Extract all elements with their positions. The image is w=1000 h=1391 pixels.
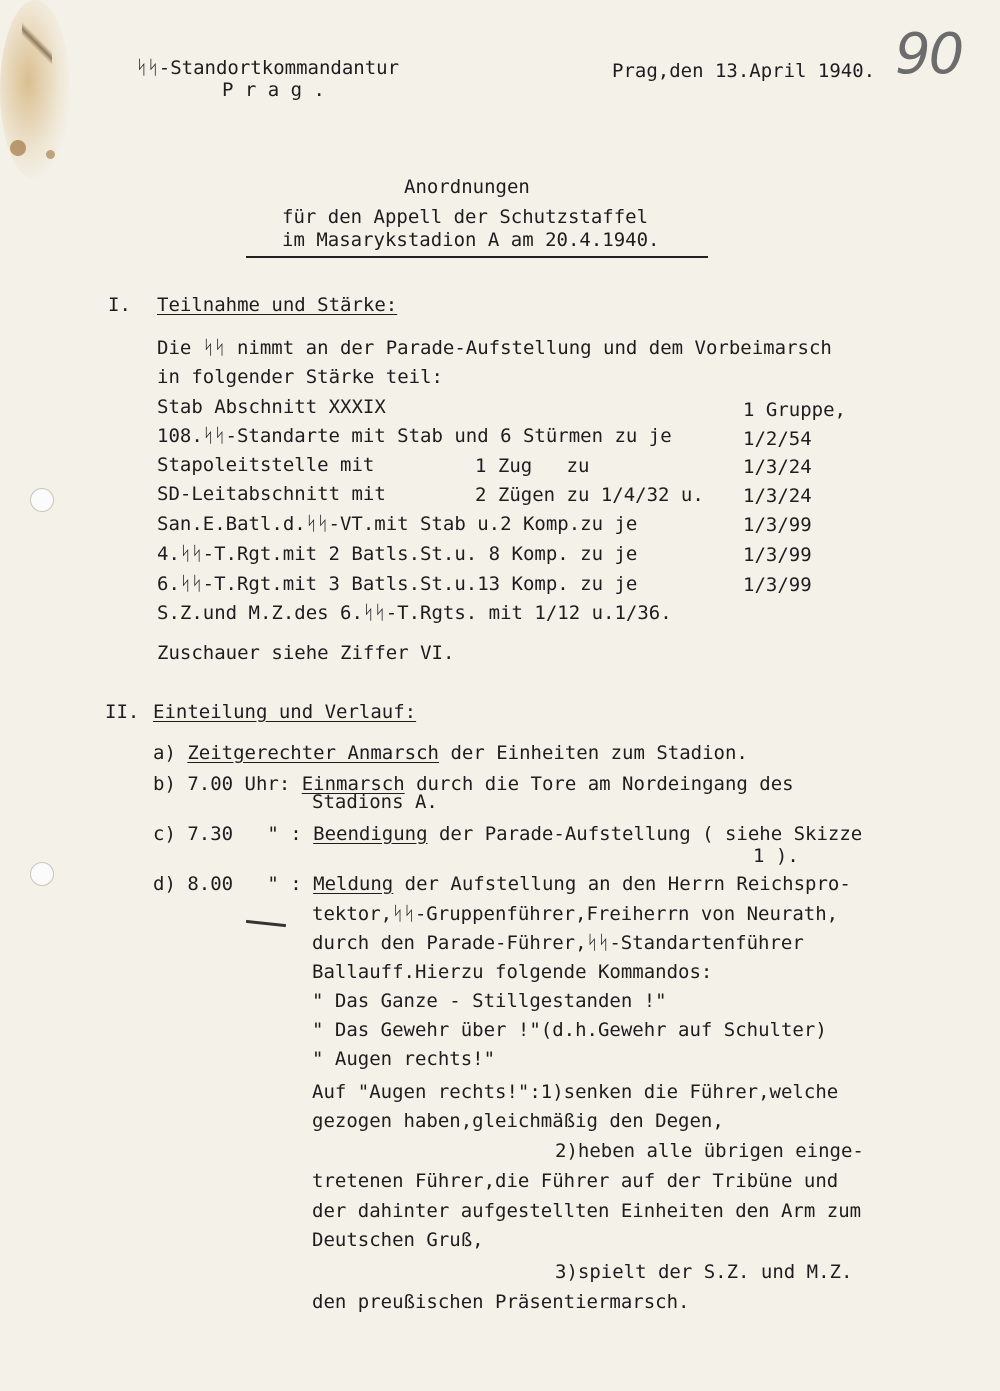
item-d-line: tretenen Führer,die Führer auf der Tribüne und [312,1170,839,1192]
strength-row-unit: 108.ᛋᛋ-Standarte mit Stab und 6 Stürmen zu je [157,425,672,447]
item-b-underlined: Einmarsch [301,773,405,795]
strength-row-value: 1/3/99 [743,514,812,536]
strength-row-unit: 6.ᛋᛋ-T.Rgt.mit 3 Batls.St.u.13 Komp. zu je [157,573,638,595]
title-rule [246,256,708,258]
item-d-line: " Das Ganze - Stillgestanden !" [312,990,667,1012]
strength-row-value: 1/3/24 [743,456,812,478]
item-a-underlined: Zeitgerechter Anmarsch [187,742,439,764]
strength-row-value: 1/3/99 [743,574,812,596]
punch-hole-bottom [30,862,54,886]
office-line1: ᛋᛋ-Standortkommandantur [136,57,400,79]
place-date: Prag,den 13.April 1940. [612,60,876,82]
item-b-rest: durch die Tore am Nordeingang des [404,773,794,795]
section1-numeral: I. [108,294,131,316]
item-d-line: den preußischen Präsentiermarsch. [312,1291,690,1313]
item-d-rest: der Aufstellung an den Herrn Reichspro- [393,873,851,895]
section2-numeral: II. [105,701,140,723]
item-c-rest: der Parade-Aufstellung ( siehe Skizze [427,823,863,845]
strength-row-value: 1/3/99 [743,544,812,566]
strength-row-unit: San.E.Batl.d.ᛋᛋ-VT.mit Stab u.2 Komp.zu je [157,513,638,535]
strength-row-unit: SD-Leitabschnitt mit [157,483,386,505]
title-line1: Anordnungen [404,176,530,198]
strength-row-unit: 4.ᛋᛋ-T.Rgt.mit 2 Batls.St.u. 8 Komp. zu je [157,543,638,565]
title-line2: für den Appell der Schutzstaffel [282,206,649,228]
section1-heading: Teilnahme und Stärke: [157,294,398,316]
item-d-line: Auf "Augen rechts!":1)senken die Führer,welche [312,1081,839,1103]
strength-row-value: 1/3/24 [743,485,812,507]
strength-row-value: 1 Gruppe, [743,399,846,421]
punch-hole-top [30,488,54,512]
strength-row-value: 1/2/54 [743,428,812,450]
section2-heading: Einteilung und Verlauf: [153,701,417,723]
item-a-rest: der Einheiten zum Stadion. [439,742,748,764]
item-d [153,873,851,895]
spectators-note: Zuschauer siehe Ziffer VI. [157,642,455,664]
item-d-line: tektor,ᛋᛋ-Gruppenführer,Freiherrn von Neurath, [312,903,839,925]
item-c-underlined: Beendigung [313,823,428,845]
item-d-line: " Das Gewehr über !"(d.h.Gewehr auf Schulter) [312,1019,827,1041]
staple-mark [22,14,52,70]
item-b [153,773,794,795]
strength-row-unit: Stapoleitstelle mit [157,454,375,476]
pencil-mark [246,920,286,927]
item-d-line: 3)spielt der S.Z. und M.Z. [555,1261,853,1283]
item-d-line: gezogen haben,gleichmäßig den Degen, [312,1110,724,1132]
office-line2: P r a g . [222,79,325,101]
item-d-prefix: d) 8.00 " : [153,873,314,895]
rust-spot [46,150,55,159]
item-b-prefix: b) 7.00 Uhr: [153,773,302,795]
title-line3: im Masarykstadion A am 20.4.1940. [282,229,660,251]
item-c-line2: 1 ). [753,845,799,867]
section1-intro-line1: Die ᛋᛋ nimmt an der Parade-Aufstellung und dem Vorbeimarsch [157,337,832,359]
item-b-line2: Stadions A. [312,791,438,813]
strength-row-unit: Stab Abschnitt XXXIX [157,396,386,418]
strength-row-mid: 1 Zug zu [475,455,590,477]
page-number-handwritten: 90 [895,22,963,87]
item-d-line: der dahinter aufgestellten Einheiten den Arm zum [312,1200,862,1222]
item-d-line: durch den Parade-Führer,ᛋᛋ-Standartenführer [312,932,804,954]
strength-row-unit: S.Z.und M.Z.des 6.ᛋᛋ-T.Rgts. mit 1/12 u.1/36. [157,602,672,624]
rust-spot [10,140,26,156]
item-d-line: Deutschen Gruß, [312,1229,484,1251]
item-d-line: " Augen rechts!" [312,1048,496,1070]
item-c [153,823,862,845]
item-d-line: 2)heben alle übrigen einge- [555,1140,864,1162]
item-c-prefix: c) 7.30 " : [153,823,314,845]
item-d-line: Ballauff.Hierzu folgende Kommandos: [312,961,713,983]
strength-row-mid: 2 Zügen zu 1/4/32 u. [475,484,704,506]
item-a [153,742,748,764]
item-a-prefix: a) [153,742,188,764]
section1-intro-line2: in folgender Stärke teil: [157,366,443,388]
item-d-underlined: Meldung [313,873,394,895]
